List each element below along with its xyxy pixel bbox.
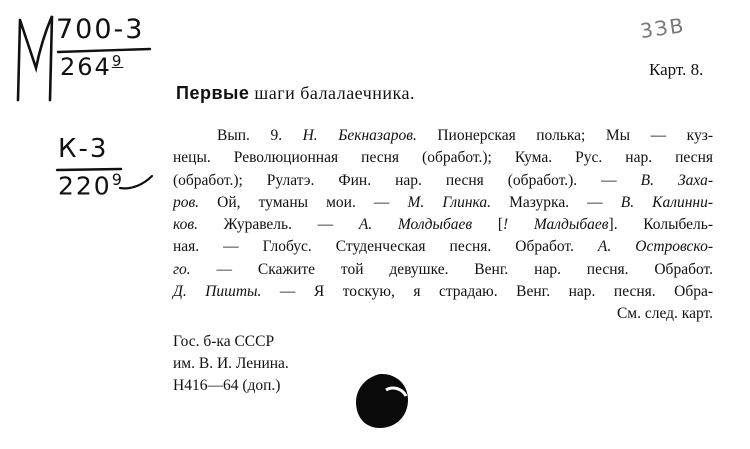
library-stamp (173, 331, 289, 397)
shelf-bottom-number: 264 (60, 53, 112, 81)
library-line-1: Гос. б-ка СССР (173, 333, 275, 350)
body-line (173, 214, 713, 236)
second-bottom-number: 220 (58, 171, 112, 201)
body-italic-text: ков. (173, 216, 199, 234)
body-text: (обработ.); Рулатэ. Фин. нар. песня (обработ.). — (173, 171, 641, 189)
body-italic-text: Д. Пишты. (173, 283, 262, 301)
body-text: Пионерская полька; Мы — куз- (416, 127, 713, 144)
body-text: Вып. 9. (217, 127, 303, 144)
handwritten-tick (118, 172, 158, 192)
body-text: ная. — Глобус. Студенческая песня. Обработ. (173, 238, 598, 256)
body-italic-text: ! Малдыбаев (503, 216, 609, 234)
body-italic-text: ров. (173, 193, 200, 211)
library-line-3: Н416—64 (доп.) (173, 377, 281, 394)
body-text: Мазурка. — (491, 193, 621, 211)
body-text: ]. Колыбель- (608, 216, 714, 234)
handwritten-second-top: К-3 (58, 134, 109, 164)
ink-blot (352, 370, 412, 432)
card-title (176, 83, 415, 104)
handwritten-second-bottom (58, 170, 124, 200)
corner-pencil-mark: 3ЗВ (638, 12, 687, 44)
body-italic-text: А. Островско- (597, 238, 713, 256)
body-line (173, 236, 713, 258)
body-italic-text: А. Молдыбаев (358, 216, 473, 234)
card-body (173, 125, 713, 326)
second-bottom-superscript: 9 (111, 170, 124, 189)
handwritten-shelf-bottom (60, 52, 123, 81)
body-italic-text: В. Калинни- (620, 193, 714, 211)
body-line (173, 170, 713, 192)
body-line (173, 281, 713, 303)
body-italic-text: В. Заха- (640, 171, 713, 189)
body-text: [ (472, 216, 503, 234)
body-line (173, 303, 713, 325)
handwritten-shelf-top: 700-3 (56, 14, 145, 45)
shelf-bottom-superscript: 9 (111, 52, 124, 70)
body-line (173, 125, 713, 147)
library-line-2: им. В. И. Ленина. (173, 355, 289, 372)
body-italic-text: М. Глинка. (407, 193, 492, 211)
body-text: См. след. карт. (616, 305, 713, 323)
body-text: — Скажите той девушке. Венг. нар. песня. Обработ. (190, 260, 713, 278)
body-text: Ой, туманы мои. — (199, 193, 408, 211)
body-italic-text: го. (173, 260, 191, 278)
title-bold: Первые (176, 83, 250, 103)
body-text: нецы. Революционная песня (обработ.); Кума. Рус. нар. песня (173, 149, 713, 167)
body-italic-text: Н. Бекназаров. (302, 127, 417, 144)
body-text: — Я тоскую, я страдаю. Венг. нар. песня. Обра- (261, 283, 713, 301)
body-line (173, 147, 713, 169)
title-rest: шаги балалаечника. (249, 83, 415, 103)
body-line (173, 192, 713, 214)
card-number: Карт. 8. (649, 60, 704, 79)
body-line (173, 259, 713, 281)
body-text: Журавель. — (198, 216, 359, 234)
